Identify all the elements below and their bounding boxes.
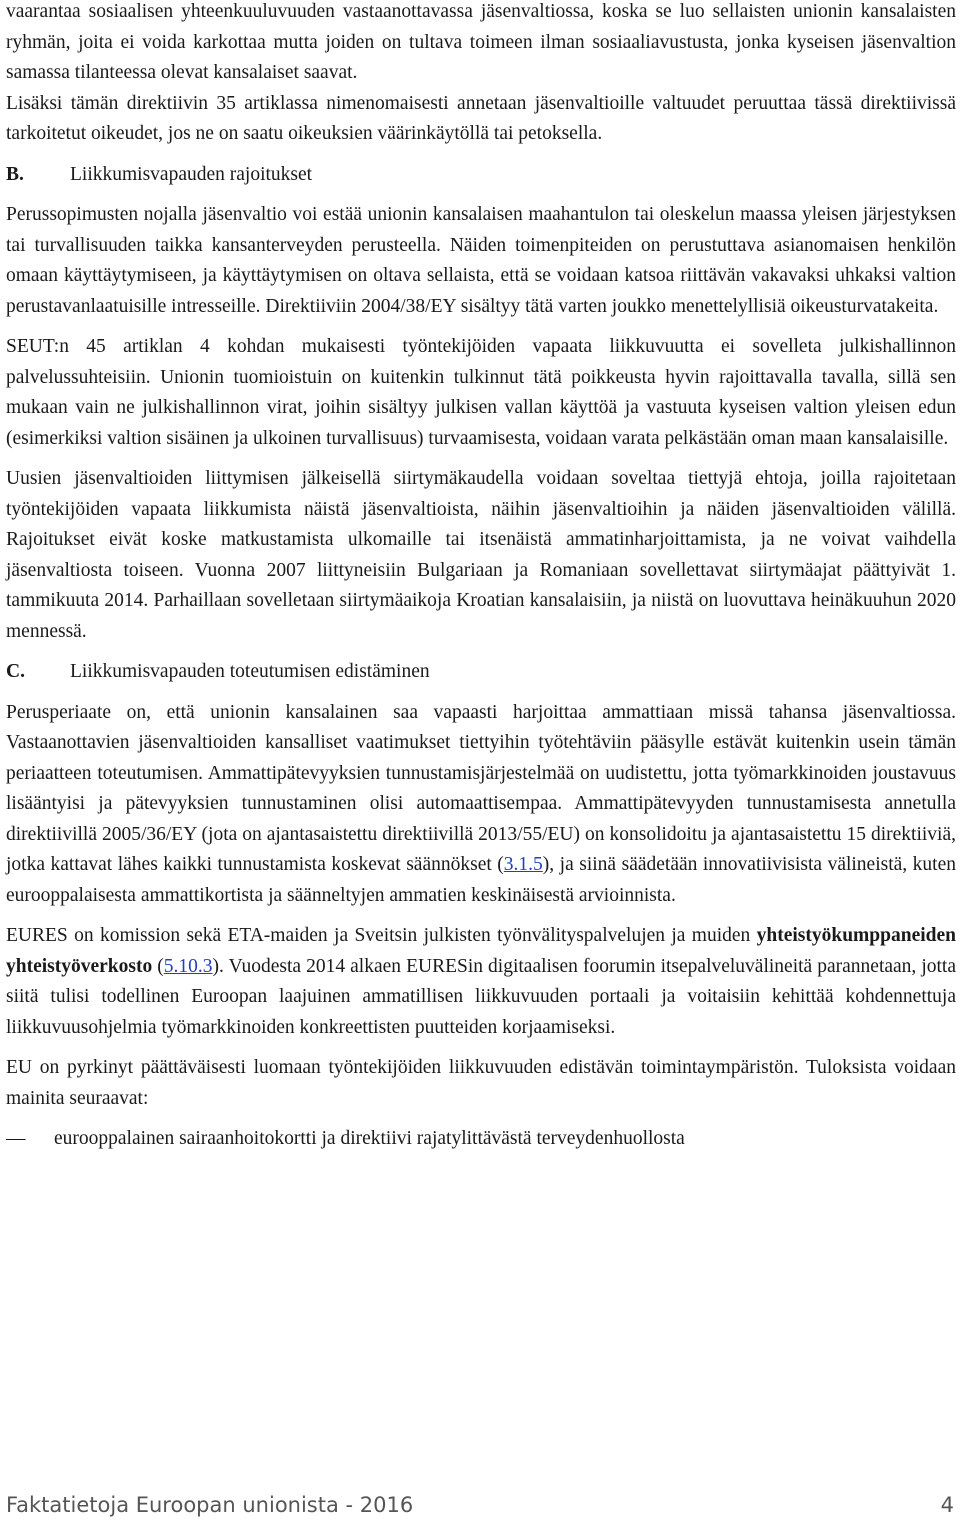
text-span: ), ja siinä säädetään innovatiivisista välineistä, kuten eurooppalaisesta ammattikortista ja säänneltyjen ammatien keskinäisestä arvioinnista. xyxy=(6,854,956,906)
dash-marker: — xyxy=(6,1128,26,1149)
text-span: EURES on komission sekä ETA-maiden ja Sveitsin julkisten työnvälityspalvelujen ja muiden xyxy=(6,925,757,946)
paragraph-restrictions: Perussopimusten nojalla jäsenvaltio voi estää unionin kansalaisen maahantulon tai oleskelun maassa yleisen järjestyksen tai turvallisuuden taikka kansanterveyden perusteella. Näiden toimenpiteiden on perustuttava asianomaisen henkilön omaan käyttäytymiseen, ja käyttäytymisen on oltava sellaista, että se voidaan katsoa riittävän vakavaksi uhkaksi valtion perustavanlaatuisille intresseille. Direktiiviin 2004/38/EY sisältyy tätä varten joukko menettelyllisiä oikeusturvatakeita. xyxy=(6,204,956,317)
paragraph-results: EU on pyrkinyt päättäväisesti luomaan työntekijöiden liikkuvuuden edistävän toimintaympäristön. Tuloksista voidaan mainita seuraavat: xyxy=(6,1057,956,1109)
page-footer xyxy=(6,1493,954,1517)
section-title: Liikkumisvapauden toteutumisen edistäminen xyxy=(70,661,430,682)
section-number: B. xyxy=(6,163,24,185)
paragraph-public-service: SEUT:n 45 artiklan 4 kohdan mukaisesti työntekijöiden vapaata liikkuvuutta ei sovelleta julkishallinnon palvelussuhteisiin. Unionin tuomioistuin on kuitenkin tulkinnut tätä poikkeusta hyvin rajoittavalla tavalla, sillä sen mukaan vain ne julkishallinnon virat, joihin sisältyy julkisen vallan käyttöä ja vastuuta kyseisen valtion yleisen edun (esimerkiksi valtion sisäinen ja ulkoinen turvallisuus) turvaamisesta, voidaan varata pelkästään oman maan kansalaisille. xyxy=(6,336,956,449)
text-span: ( xyxy=(152,955,164,977)
page-number: 4 xyxy=(940,1493,954,1517)
paragraph-qualifications xyxy=(6,698,956,912)
bold-term: yhteistyökumppaneiden yhteistyöverkosto xyxy=(6,925,956,977)
paragraph-eures xyxy=(6,921,956,1043)
paragraph-article-35: Lisäksi tämän direktiivin 35 artiklassa nimenomaisesti annetaan jäsenvaltioille valtuudet peruuttaa tässä direktiivissä tarkoitetut oikeudet, jos ne on saatu oikeuksien väärinkäytöllä tai petoksella. xyxy=(6,92,956,144)
list-item xyxy=(6,1124,956,1155)
section-title: Liikkumisvapauden rajoitukset xyxy=(70,163,313,185)
footer-title: Faktatietoja Euroopan unionista - 2016 xyxy=(6,1493,414,1517)
section-heading-c xyxy=(6,657,956,688)
paragraph-continuation: vaarantaa sosiaalisen yhteenkuuluvuuden vastaanottavassa jäsenvaltiossa, koska se luo sellaisten unionin kansalaisten ryhmän, joita ei voida karkottaa mutta joiden on tultava toimeen ilman sosiaaliavustusta, jonka kyseisen jäsenvaltion samassa tilanteessa olevat kansalaiset saavat. xyxy=(6,1,956,83)
document-page xyxy=(6,0,956,1155)
section-heading-b xyxy=(6,160,956,191)
cross-reference-link[interactable]: 3.1.5 xyxy=(503,854,543,875)
paragraph-transition: Uusien jäsenvaltioiden liittymisen jälkeisellä siirtymäkaudella voidaan soveltaa tiettyjä ehtoja, joilla rajoitetaan työntekijöiden vapaata liikkumista näistä jäsenvaltioista, näihin jäsenvaltioihin ja näiden jäsenvaltioiden välillä. Rajoitukset eivät koske matkustamista ulkomaille tai itsenäistä ammatinharjoittamista, ja ne voivat vaihdella jäsenvaltiosta toiseen. Vuonna 2007 liittyneisiin Bulgariaan ja Romaniaan sovellettavat siirtymäajat päättyivät 1. tammikuuta 2014. Parhaillaan sovelletaan siirtymäaikoja Kroatian kansalaisiin, ja niistä on luovuttava heinäkuuhun 2020 mennessä. xyxy=(6,468,956,642)
cross-reference-link[interactable]: 5.10.3 xyxy=(163,955,213,977)
section-number: C. xyxy=(6,661,25,682)
text-span: Perusperiaate on, että unionin kansalainen saa vapaasti harjoittaa ammattiaan missä tahansa jäsenvaltiossa. Vastaanottavien jäsenvaltioiden kansalliset vaatimukset tiettyihin työtehtäviin pääsylle estävät kuitenkin usein tämän periaatteen toteutumisen. Ammattipätevyyksien tunnustamisjärjestelmää on uudistettu, jotta työmarkkinoiden joustavuus lisääntyisi ja pätevyyksien tunnustaminen olisi automaattisempaa. Ammattipätevyyden tunnustamisesta annetulla direktiivillä 2005/36/EY (jota on ajantasaistettu direktiivillä 2013/55/EU) on konsolidoitu ja ajantasaistettu 15 direktiiviä, jotka kattavat lähes kaikki tunnustamista koskevat säännökset ( xyxy=(6,701,956,875)
text-span: ). Vuodesta 2014 alkaen EURESin digitaalisen foorumin itsepalveluvälineitä parannetaan, jotta siitä tulisi todellinen Euroopan laajuinen ammatillisen liikkuvuuden portaali ja voitaisiin kehittää kohdennettuja liikkuvuusohjelmia työmarkkinoiden konkreettisten puutteiden korjaamiseksi. xyxy=(6,955,956,1038)
list-item-text: eurooppalainen sairaanhoitokortti ja direktiivi rajatylittävästä terveydenhuollosta xyxy=(54,1128,685,1149)
